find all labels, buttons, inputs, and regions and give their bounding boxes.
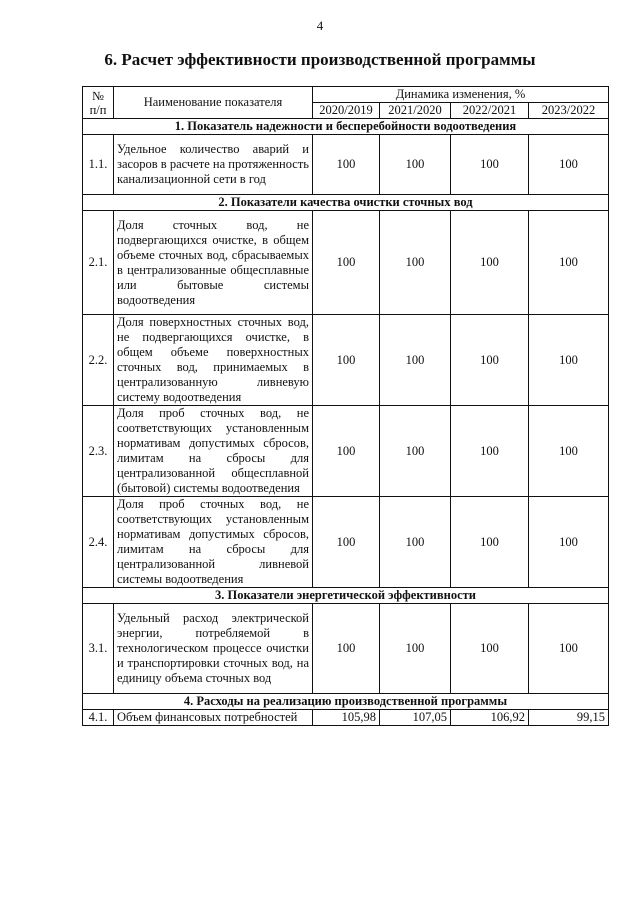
row-name: Доля проб сточных вод, не соответствующих установленным нормативам допустимых сбросов, лимитам на сбросы для централизованной общесплавной (бытовой) системы водоотведения [114, 406, 313, 497]
header-year: 2020/2019 [313, 103, 380, 119]
table-row [83, 604, 609, 694]
header-num: № п/п [83, 87, 114, 119]
table-row [83, 135, 609, 195]
row-number: 3.1. [83, 604, 114, 694]
row-value: 100 [529, 315, 609, 406]
table-row [83, 315, 609, 406]
row-value: 100 [313, 497, 380, 588]
table-row [83, 406, 609, 497]
row-value: 107,05 [380, 710, 451, 726]
row-name: Объем финансовых потребностей [114, 710, 313, 726]
row-name: Доля проб сточных вод, не соответствующих установленным нормативам допустимых сбросов, лимитам на сбросы для централизованной ливневой системы водоотведения [114, 497, 313, 588]
row-name: Удельный расход электрической энергии, потребляемой в технологическом процессе очистки и транспортировки сточных вод, на единицу объема сточных вод [114, 604, 313, 694]
header-year: 2021/2020 [380, 103, 451, 119]
row-value: 100 [380, 406, 451, 497]
row-value: 100 [380, 211, 451, 315]
row-value: 100 [451, 406, 529, 497]
row-value: 100 [451, 315, 529, 406]
row-name: Удельное количество аварий и засоров в расчете на протяженность канализационной сети в год [114, 135, 313, 195]
row-value: 100 [313, 604, 380, 694]
row-value: 100 [313, 211, 380, 315]
row-number: 2.1. [83, 211, 114, 315]
row-value: 100 [451, 135, 529, 195]
row-value: 100 [380, 135, 451, 195]
section-title: 4. Расходы на реализацию производственной программы [83, 694, 609, 710]
header-name: Наименование показателя [114, 87, 313, 119]
table-row [83, 710, 609, 726]
row-value: 99,15 [529, 710, 609, 726]
page-heading: 6. Расчет эффективности производственной программы [104, 50, 536, 69]
row-value: 100 [313, 315, 380, 406]
row-value: 105,98 [313, 710, 380, 726]
row-value: 100 [529, 604, 609, 694]
page-number: 4 [316, 18, 324, 33]
header-dynamics: Динамика изменения, % [313, 87, 609, 103]
row-value: 100 [529, 497, 609, 588]
row-number: 4.1. [83, 710, 114, 726]
row-number: 1.1. [83, 135, 114, 195]
row-number: 2.4. [83, 497, 114, 588]
section-title: 3. Показатели энергетической эффективности [83, 588, 609, 604]
row-value: 100 [529, 406, 609, 497]
section-title: 1. Показатель надежности и бесперебойности водоотведения [83, 119, 609, 135]
header-year: 2022/2021 [451, 103, 529, 119]
row-number: 2.3. [83, 406, 114, 497]
table-row [83, 497, 609, 588]
header-year: 2023/2022 [529, 103, 609, 119]
row-value: 100 [451, 211, 529, 315]
row-value: 100 [529, 135, 609, 195]
row-name: Доля сточных вод, не подвергающихся очистке, в общем объеме сточных вод, сбрасываемых в централизованные общесплавные или бытовые системы водоотведения [114, 211, 313, 315]
row-value: 100 [380, 604, 451, 694]
row-value: 100 [380, 497, 451, 588]
row-value: 100 [529, 211, 609, 315]
table-row [83, 211, 609, 315]
row-number: 2.2. [83, 315, 114, 406]
row-value: 100 [313, 135, 380, 195]
row-value: 100 [451, 604, 529, 694]
section-title: 2. Показатели качества очистки сточных вод [83, 195, 609, 211]
row-value: 106,92 [451, 710, 529, 726]
row-value: 100 [380, 315, 451, 406]
efficiency-table [82, 86, 609, 726]
row-name: Доля поверхностных сточных вод, не подвергающихся очистке, в общем объеме поверхностных сточных вод, принимаемых в централизованную ливневую систему водоотведения [114, 315, 313, 406]
row-value: 100 [313, 406, 380, 497]
row-value: 100 [451, 497, 529, 588]
